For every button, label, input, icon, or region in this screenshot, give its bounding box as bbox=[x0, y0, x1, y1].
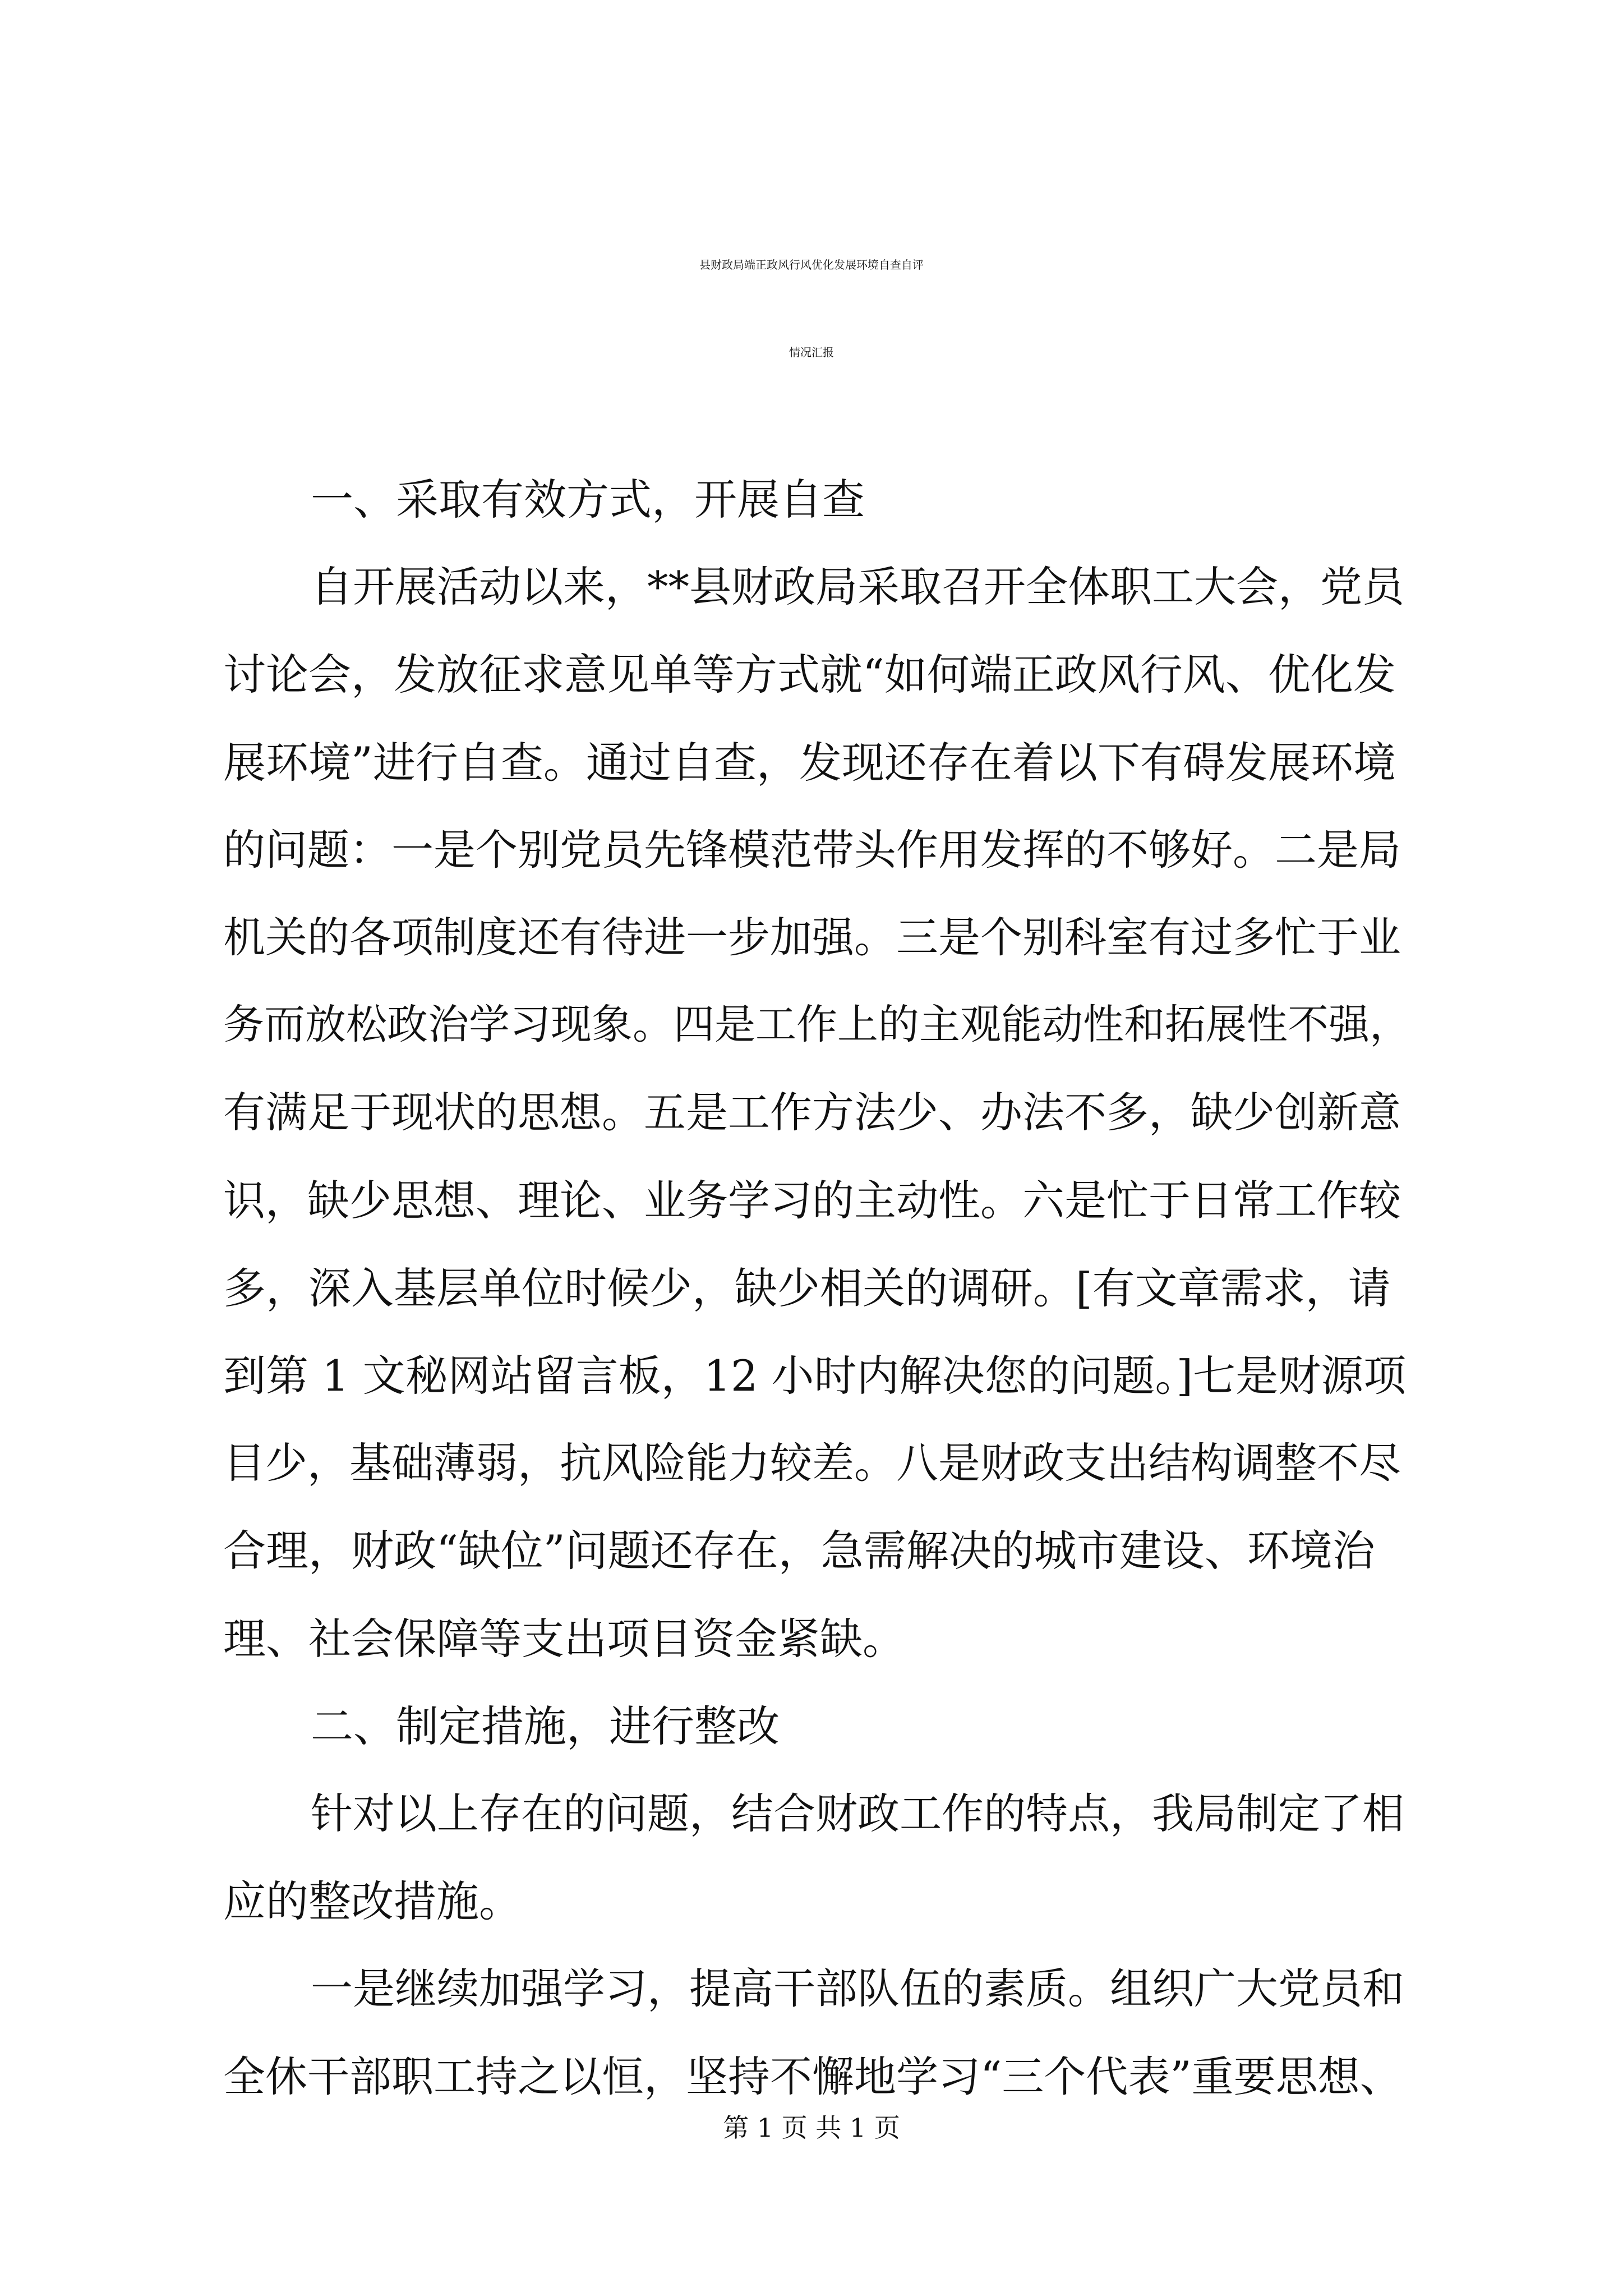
body-line: 展环境”进行自查。通过自查，发现还存在着以下有碍发展环境 bbox=[223, 738, 1396, 788]
body-line: 应的整改措施。 bbox=[223, 1876, 522, 1926]
body-line: 针对以上存在的问题，结合财政工作的特点，我局制定了相 bbox=[311, 1789, 1405, 1838]
body-line: 理、社会保障等支出项目资金紧缺。 bbox=[223, 1614, 905, 1664]
page-footer: 第 1 页 共 1 页 bbox=[723, 2113, 900, 2143]
body-line: 全休干部职工持之以恒，坚持不懈地学习“三个代表”重要思想、 bbox=[223, 2052, 1402, 2101]
body-line: 自开展活动以来，**县财政局采取召开全体职工大会，党员 bbox=[311, 562, 1405, 611]
body-line: 务而放松政治学习现象。四是工作上的主观能动性和拓展性不强， bbox=[223, 1001, 1410, 1048]
body-line: 一、采取有效方式，开展自查 bbox=[311, 475, 865, 524]
document-title-line-1: 县财政局端正政风行风优化发展环境自查自评 bbox=[699, 258, 924, 272]
body-line: 目少，基础薄弱，抗风险能力较差。八是财政支出结构调整不尽 bbox=[223, 1438, 1401, 1488]
body-line: 二、制定措施，进行整改 bbox=[311, 1701, 780, 1751]
body-line: 到第 1 文秘网站留言板，12 小时内解决您的问题。]七是财源项 bbox=[223, 1351, 1407, 1401]
body-line: 有满足于现状的思想。五是工作方法少、办法不多，缺少创新意 bbox=[223, 1088, 1401, 1137]
body-line: 识，缺少思想、理论、业务学习的主动性。六是忙于日常工作较 bbox=[223, 1176, 1401, 1225]
body-line: 一是继续加强学习，提高干部队伍的素质。组织广大党员和 bbox=[311, 1964, 1405, 2013]
body-line: 的问题：一是个别党员先锋模范带头作用发挥的不够好。二是局 bbox=[223, 825, 1401, 875]
body-line: 讨论会，发放征求意见单等方式就“如何端正政风行风、优化发 bbox=[223, 650, 1396, 700]
body-line: 多，深入基层单位时候少，缺少相关的调研。[有文章需求，请 bbox=[223, 1263, 1391, 1313]
body-line: 合理，财政“缺位”问题还存在，急需解决的城市建设、环境治 bbox=[223, 1526, 1375, 1576]
body-line: 机关的各项制度还有待进一步加强。三是个别科室有过多忙于业 bbox=[223, 913, 1401, 962]
document-title-line-2: 情况汇报 bbox=[789, 346, 834, 359]
